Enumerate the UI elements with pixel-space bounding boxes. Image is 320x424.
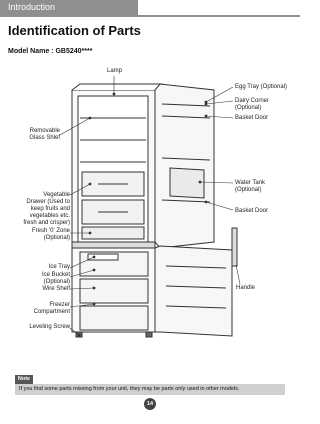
note-text: If you find some parts missing from your unit, they may be parts only used in other models. [15, 384, 285, 395]
ice-tray [88, 254, 118, 260]
freezer-drawer-2 [80, 279, 148, 303]
section-divider [0, 15, 300, 17]
label-fresh-zone: Fresh '0' Zone (Optional) [32, 228, 70, 241]
label-removable-glass-shelf: Removable Glass Shlef [29, 128, 60, 141]
label-dairy-corner: Dairy Corner (Optional) [235, 98, 270, 111]
page-title: Identification of Parts [8, 23, 141, 38]
label-basket-door-mid: Basket Door [235, 208, 269, 214]
leveling-foot-right [146, 332, 152, 337]
label-ice-tray: Ice Tray [48, 264, 70, 270]
label-handle: Handle [236, 285, 256, 291]
handle [232, 228, 237, 266]
label-lamp: Lamp [107, 68, 123, 74]
freezer-door [155, 246, 232, 336]
leader-handle [236, 265, 240, 284]
label-vegetable-drawer: Vegetable Drawer (Used to keep fruits and vegetables etc. fresh and crisper) [23, 192, 70, 226]
label-leveling-screw: Leveling Screw [29, 324, 70, 330]
label-ice-bucket: Ice Bucket (Optional) [41, 272, 70, 285]
label-water-tank: Water Tank (Optional) [235, 180, 266, 193]
label-egg-tray: Egg Tray (Optional) [235, 84, 288, 90]
compartment-divider [72, 242, 155, 248]
note-badge: Note [15, 375, 33, 384]
freezer-drawer-3 [80, 306, 148, 330]
page-number: 14 [144, 398, 156, 410]
fridge-door [155, 84, 214, 248]
label-wire-shelf: Wire Shelf [42, 286, 70, 292]
label-freezer-compartment: Freezer Compartment [33, 302, 70, 315]
model-name: Model Name : GB5240**** [8, 48, 93, 55]
water-tank [170, 168, 204, 198]
section-tab: Introduction [0, 0, 138, 15]
label-basket-door-top: Basket Door [235, 115, 269, 121]
cabinet-top [72, 84, 162, 90]
